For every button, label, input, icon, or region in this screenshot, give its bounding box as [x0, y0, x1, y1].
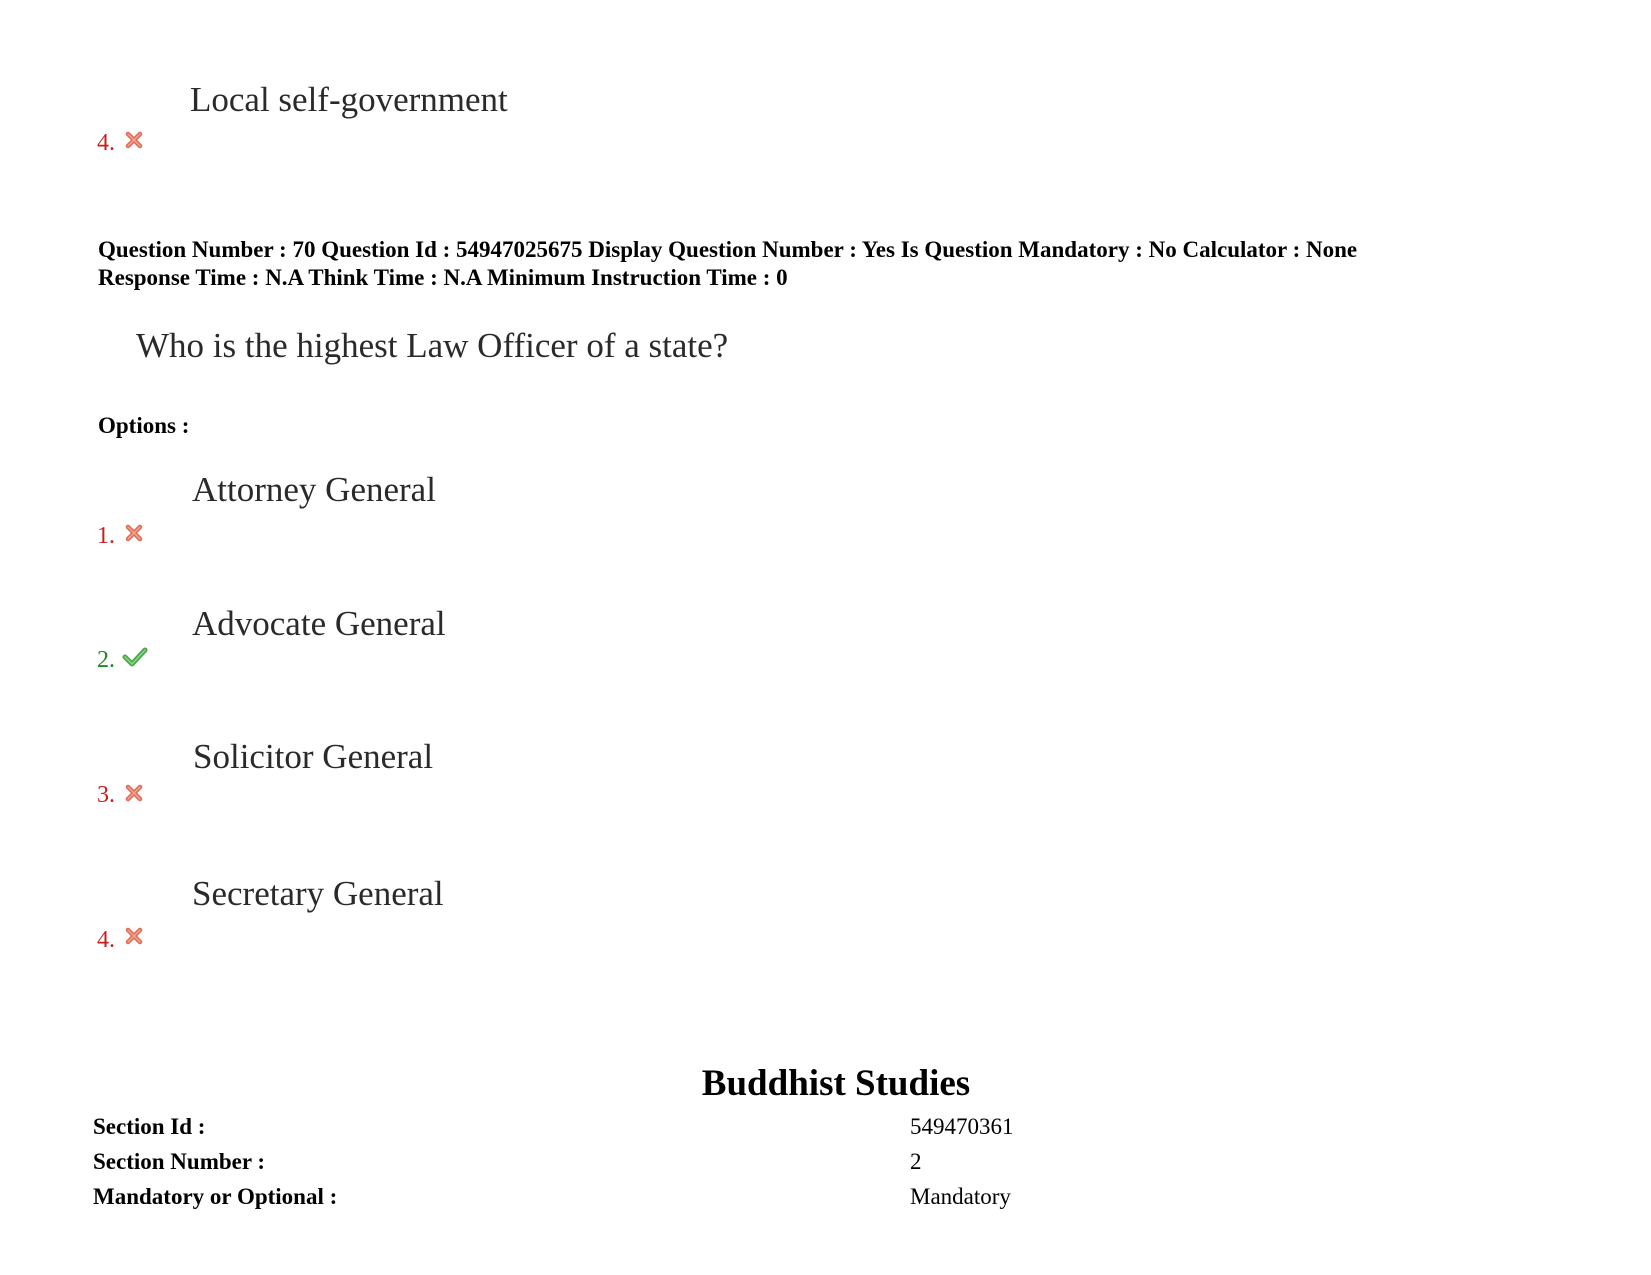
section-mandatory-value: Mandatory [910, 1184, 1011, 1209]
wrong-mark-icon [124, 783, 144, 803]
option-2-text: Advocate General [192, 604, 446, 643]
question-meta-line-1: Question Number : 70 Question Id : 54947025675 Display Question Number : Yes Is Question Mandatory : No Calculator : None [98, 237, 1358, 262]
wrong-mark-icon [124, 926, 144, 946]
option-1-text: Attorney General [192, 470, 436, 509]
section-number-label: Section Number : [93, 1149, 266, 1174]
correct-check-icon [122, 646, 148, 668]
section-id-label: Section Id : [93, 1114, 206, 1139]
option-3-number: 3. [97, 782, 115, 808]
question-meta-line-2: Response Time : N.A Think Time : N.A Minimum Instruction Time : 0 [98, 265, 788, 290]
question-text: Who is the highest Law Officer of a state? [136, 326, 729, 365]
option-4-number: 4. [97, 927, 115, 953]
section-id-value: 549470361 [910, 1114, 1014, 1139]
option-4-text: Secretary General [192, 874, 444, 913]
prev-option-4-number: 4. [97, 130, 115, 156]
section-number-value: 2 [910, 1149, 922, 1174]
prev-option-4-text: Local self-government [190, 80, 508, 119]
wrong-mark-icon [124, 130, 144, 150]
options-label: Options : [98, 413, 190, 438]
option-2-number: 2. [97, 647, 115, 673]
section-title: Buddhist Studies [701, 1063, 971, 1104]
section-mandatory-label: Mandatory or Optional : [93, 1184, 338, 1209]
wrong-mark-icon [124, 523, 144, 543]
option-1-number: 1. [97, 523, 115, 549]
option-3-text: Solicitor General [193, 737, 434, 776]
